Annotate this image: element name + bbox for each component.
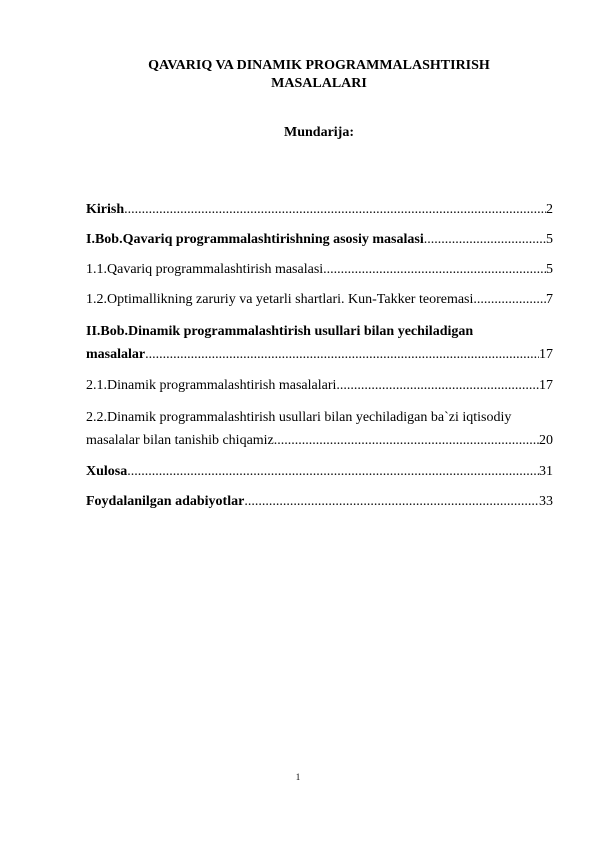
title-line-2: MASALALARI (271, 76, 367, 91)
toc-page-number: 7 (546, 292, 553, 307)
toc-entry-section-1-2[interactable] (86, 290, 553, 310)
dot-leader (323, 260, 546, 280)
dot-leader (124, 200, 546, 220)
toc-entry-label: 1.2.Optimallikning zaruriy va yetarli shartlari. Kun-Takker teoremasi (86, 292, 474, 307)
dot-leader (145, 343, 539, 366)
toc-entry-label-line-1: II.Bob.Dinamik programmalashtirish usullari bilan yechiladigan (86, 324, 474, 339)
dot-leader (424, 230, 546, 250)
toc-page-number: 20 (539, 433, 553, 448)
toc-entry-chapter-2[interactable] (86, 320, 553, 366)
dot-leader (244, 492, 539, 512)
toc-entry-adabiyotlar[interactable] (86, 492, 553, 512)
toc-page-number: 31 (539, 464, 553, 479)
toc-page-number: 5 (546, 262, 553, 277)
toc-entry-xulosa[interactable] (86, 462, 553, 482)
toc-page-number: 17 (539, 347, 553, 362)
toc-entry-kirish[interactable] (86, 200, 553, 220)
toc-entry-label-line-2: masalalar bilan tanishib chiqamiz. (86, 433, 278, 448)
table-of-contents (86, 200, 553, 512)
toc-heading: Mundarija: (284, 125, 354, 140)
toc-entry-label: Kirish (86, 202, 125, 217)
page-number: 1 (295, 772, 301, 782)
toc-entry-label: 2.1.Dinamik programmalashtirish masalalari (86, 378, 337, 393)
toc-page-number: 5 (546, 232, 553, 247)
toc-entry-label: I.Bob.Qavariq programmalashtirishning asosiy masalasi (86, 232, 424, 247)
dot-leader (473, 290, 546, 310)
toc-page-number: 17 (539, 378, 553, 393)
toc-entry-section-1-1[interactable] (86, 260, 553, 280)
toc-entry-chapter-1[interactable] (86, 230, 553, 250)
dot-leader (336, 376, 539, 396)
document-title (86, 57, 552, 93)
toc-entry-label-line-2: masalalar (86, 347, 146, 362)
toc-entry-label-line-1: 2.2.Dinamik programmalashtirish usullari bilan yechiladigan ba`zi iqtisodiy (86, 410, 512, 425)
toc-entry-section-2-2[interactable] (86, 406, 553, 452)
toc-page-number: 2 (546, 202, 553, 217)
toc-entry-label: Xulosa (86, 464, 128, 479)
title-line-1: QAVARIQ VA DINAMIK PROGRAMMALASHTIRISH (148, 58, 490, 73)
toc-entry-label: 1.1.Qavariq programmalashtirish masalasi (86, 262, 324, 277)
dot-leader (277, 429, 539, 452)
toc-entry-section-2-1[interactable] (86, 376, 553, 396)
dot-leader (127, 462, 539, 482)
toc-entry-label: Foydalanilgan adabiyotlar (86, 494, 245, 509)
toc-page-number: 33 (539, 494, 553, 509)
